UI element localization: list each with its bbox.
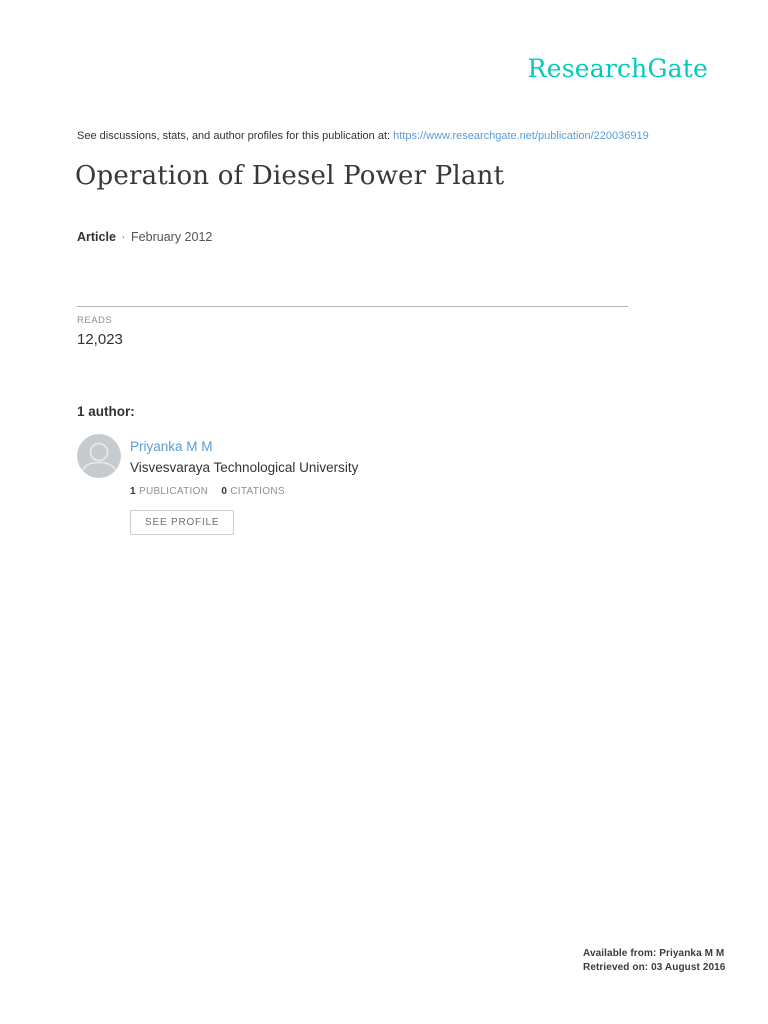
reads-value: 12,023 <box>77 331 123 348</box>
person-silhouette-icon <box>77 465 121 478</box>
footer-note <box>583 947 725 974</box>
source-prefix-text: See discussions, stats, and author profiles for this publication at: <box>77 130 394 142</box>
citations-label: CITATIONS <box>230 486 285 497</box>
publications-count: 1 <box>130 486 136 497</box>
publication-source-line <box>77 130 649 142</box>
publication-date: February 2012 <box>131 230 213 244</box>
see-profile-button[interactable]: SEE PROFILE <box>130 510 234 535</box>
citations-count: 0 <box>221 486 228 497</box>
author-avatar[interactable] <box>77 434 121 478</box>
meta-separator: · <box>121 230 126 244</box>
reads-label: READS <box>77 315 113 326</box>
available-from-text: Available from: Priyanka M M <box>583 948 725 959</box>
authors-heading: 1 author: <box>77 404 135 419</box>
author-affiliation: Visvesvaraya Technological University <box>130 460 359 475</box>
author-card <box>77 434 358 535</box>
publication-title: Operation of Diesel Power Plant <box>75 161 505 191</box>
author-stats <box>130 486 358 497</box>
author-info <box>130 434 358 535</box>
researchgate-logo[interactable]: ResearchGate <box>527 54 708 83</box>
publication-url-link[interactable]: https://www.researchgate.net/publication/220036919 <box>393 130 649 142</box>
author-name-link[interactable]: Priyanka M M <box>130 439 213 454</box>
retrieved-on-text: Retrieved on: 03 August 2016 <box>583 961 726 973</box>
stats-divider <box>77 306 628 307</box>
publication-type: Article <box>77 230 116 244</box>
publication-meta <box>77 230 212 244</box>
publications-label: PUBLICATION <box>138 486 209 497</box>
